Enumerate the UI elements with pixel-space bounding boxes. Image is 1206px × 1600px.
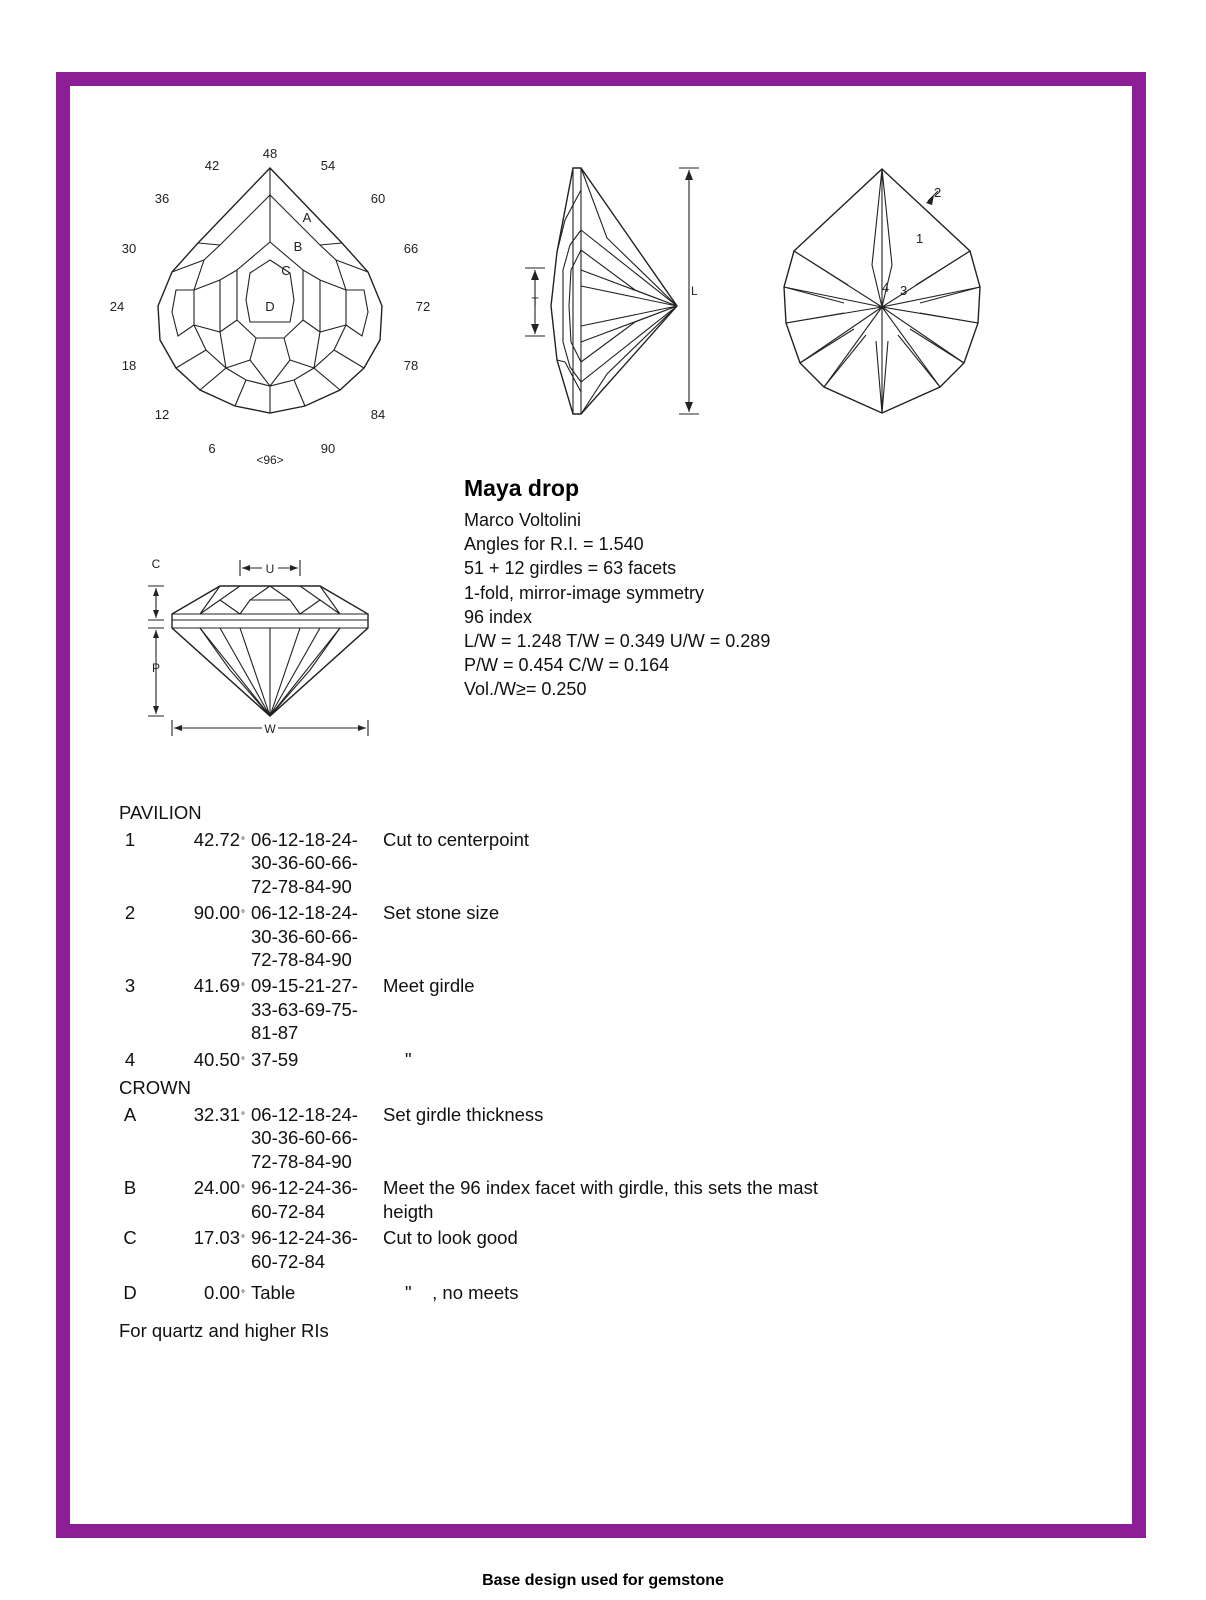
ratios-1: L/W = 1.248 T/W = 0.349 U/W = 0.289 [464,631,771,652]
degree-icon: ° [241,836,245,847]
facet-note: Cut to look good [383,1227,518,1249]
index-gear: 96 index [464,606,533,627]
facet-note: Meet the 96 index facet with girdle, this sets the mast heigth [383,1177,818,1222]
degree-icon: ° [241,1055,245,1067]
facet-index: 06-12-18-24- 30-36-60-66- 72-78-84-90 [251,829,358,897]
facet-angle: 90.00° [193,902,245,924]
facet-angle: 32.31° [193,1104,245,1126]
facet-label-a: A [302,210,312,225]
index-label: 36 [154,191,170,206]
degree-icon: ° [241,982,245,994]
index-label: 18 [121,358,137,373]
l-dimension [679,168,699,414]
crown-heading: CROWN [119,1077,191,1099]
degree-icon: ° [241,1111,245,1123]
pavilion-heading: PAVILION [119,802,202,823]
p-dimension-label: P [151,661,161,675]
facet-index: Table [251,1281,296,1303]
facet-note: " , no meets [405,1281,519,1303]
facet-index: 37-59 [251,1048,299,1070]
index-label: <96> [256,453,284,467]
profile-diagram [140,550,380,745]
facet-angle: 41.69° [193,975,245,997]
design-title: Maya drop [464,475,580,501]
recipe-row [119,974,1019,1044]
facet-note: " [405,1048,412,1070]
pavilion-bottom-view-diagram [780,165,1000,425]
facet-angle: 17.03° [193,1227,245,1249]
facet-index: 09-15-21-27- 33-63-69-75- 81-87 [251,975,358,1044]
index-label: 90 [320,441,336,456]
crown-top-view-diagram [100,140,440,480]
facet-note: Meet girdle [383,975,475,997]
index-label: 72 [415,299,431,314]
index-label: 24 [109,299,125,314]
u-dimension-label: U [265,562,275,576]
design-info [464,474,924,702]
facet-angle: 24.00° [193,1177,245,1199]
facet-label-b: B [293,239,303,254]
crown-facet-lines [158,168,382,413]
u-dimension [240,560,300,576]
degree-icon: ° [241,1184,245,1196]
side-elevation-diagram [515,160,715,422]
recipe-row [119,1176,1019,1223]
index-label: 84 [370,407,386,422]
t-dimension [525,268,545,336]
facet-index: 06-12-18-24- 30-36-60-66- 72-78-84-90 [251,902,358,971]
designer-name: Marco Voltolini [464,510,582,530]
index-label: 42 [204,158,220,173]
facet-id: 3 [124,975,136,997]
c-dimension [148,557,164,620]
c-dimension-label: C [151,557,161,571]
facet-id: 2 [124,902,136,924]
w-dimension [172,720,368,736]
refractive-index: Angles for R.I. = 1.540 [464,534,644,555]
l-dimension-label: L [691,284,698,298]
index-label: 54 [320,158,336,173]
cutting-recipe [119,798,1019,1306]
w-dimension-label: W [264,722,276,736]
recipe-row [119,828,1019,898]
caption: Base design used for gemstone [482,1572,724,1589]
facet-id: D [123,1281,137,1303]
volume-ratio: Vol./W≥= 0.250 [464,679,587,700]
degree-icon: ° [241,1288,245,1300]
facet-id: 4 [124,1048,136,1070]
facet-angle: 40.50° [193,1048,245,1070]
facet-label-c: C [281,263,291,278]
index-label: 48 [262,146,278,161]
p-dimension [148,628,164,716]
facet-index: 96-12-24-36- 60-72-84 [251,1227,358,1272]
facet-angle: 0.00° [203,1281,245,1303]
facet-id: C [123,1227,137,1249]
facet-label-2: 2 [934,185,942,200]
index-label: 78 [403,358,419,373]
ratios-2: P/W = 0.454 C/W = 0.164 [464,655,670,676]
facet-id: 1 [124,829,136,850]
index-label: 12 [154,407,170,422]
facet-id: A [123,1104,137,1126]
side-facet-lines [551,168,677,414]
facet-label-3: 3 [900,283,908,298]
facet-note: Cut to centerpoint [383,829,530,850]
degree-icon: ° [241,909,245,921]
recipe-row [119,1226,1019,1273]
facet-label-4: 4 [882,280,890,295]
degree-icon: ° [241,1234,245,1246]
facet-note: Set girdle thickness [383,1104,544,1126]
facet-angle: 42.72° [193,829,245,850]
recipe-row [119,1048,1019,1073]
facet-id: B [123,1177,137,1199]
recipe-row [119,1103,1019,1173]
facet-count: 51 + 12 girdles = 63 facets [464,558,677,579]
index-label: 30 [121,241,137,256]
index-label: 6 [208,441,216,456]
facet-index: 06-12-18-24- 30-36-60-66- 72-78-84-90 [251,1104,358,1172]
profile-facet-lines [172,586,368,716]
t-dimension-label: T [531,295,539,309]
index-label: 66 [403,241,419,256]
recipe-row [119,1281,1019,1306]
facet-note: Set stone size [383,902,500,924]
recipe-row [119,901,1019,971]
footnote: For quartz and higher RIs [119,1320,329,1341]
facet-label-1: 1 [916,231,924,246]
index-label: 60 [370,191,386,206]
facet-index: 96-12-24-36- 60-72-84 [251,1177,358,1222]
facet-label-d: D [265,299,275,314]
symmetry: 1-fold, mirror-image symmetry [464,582,705,603]
